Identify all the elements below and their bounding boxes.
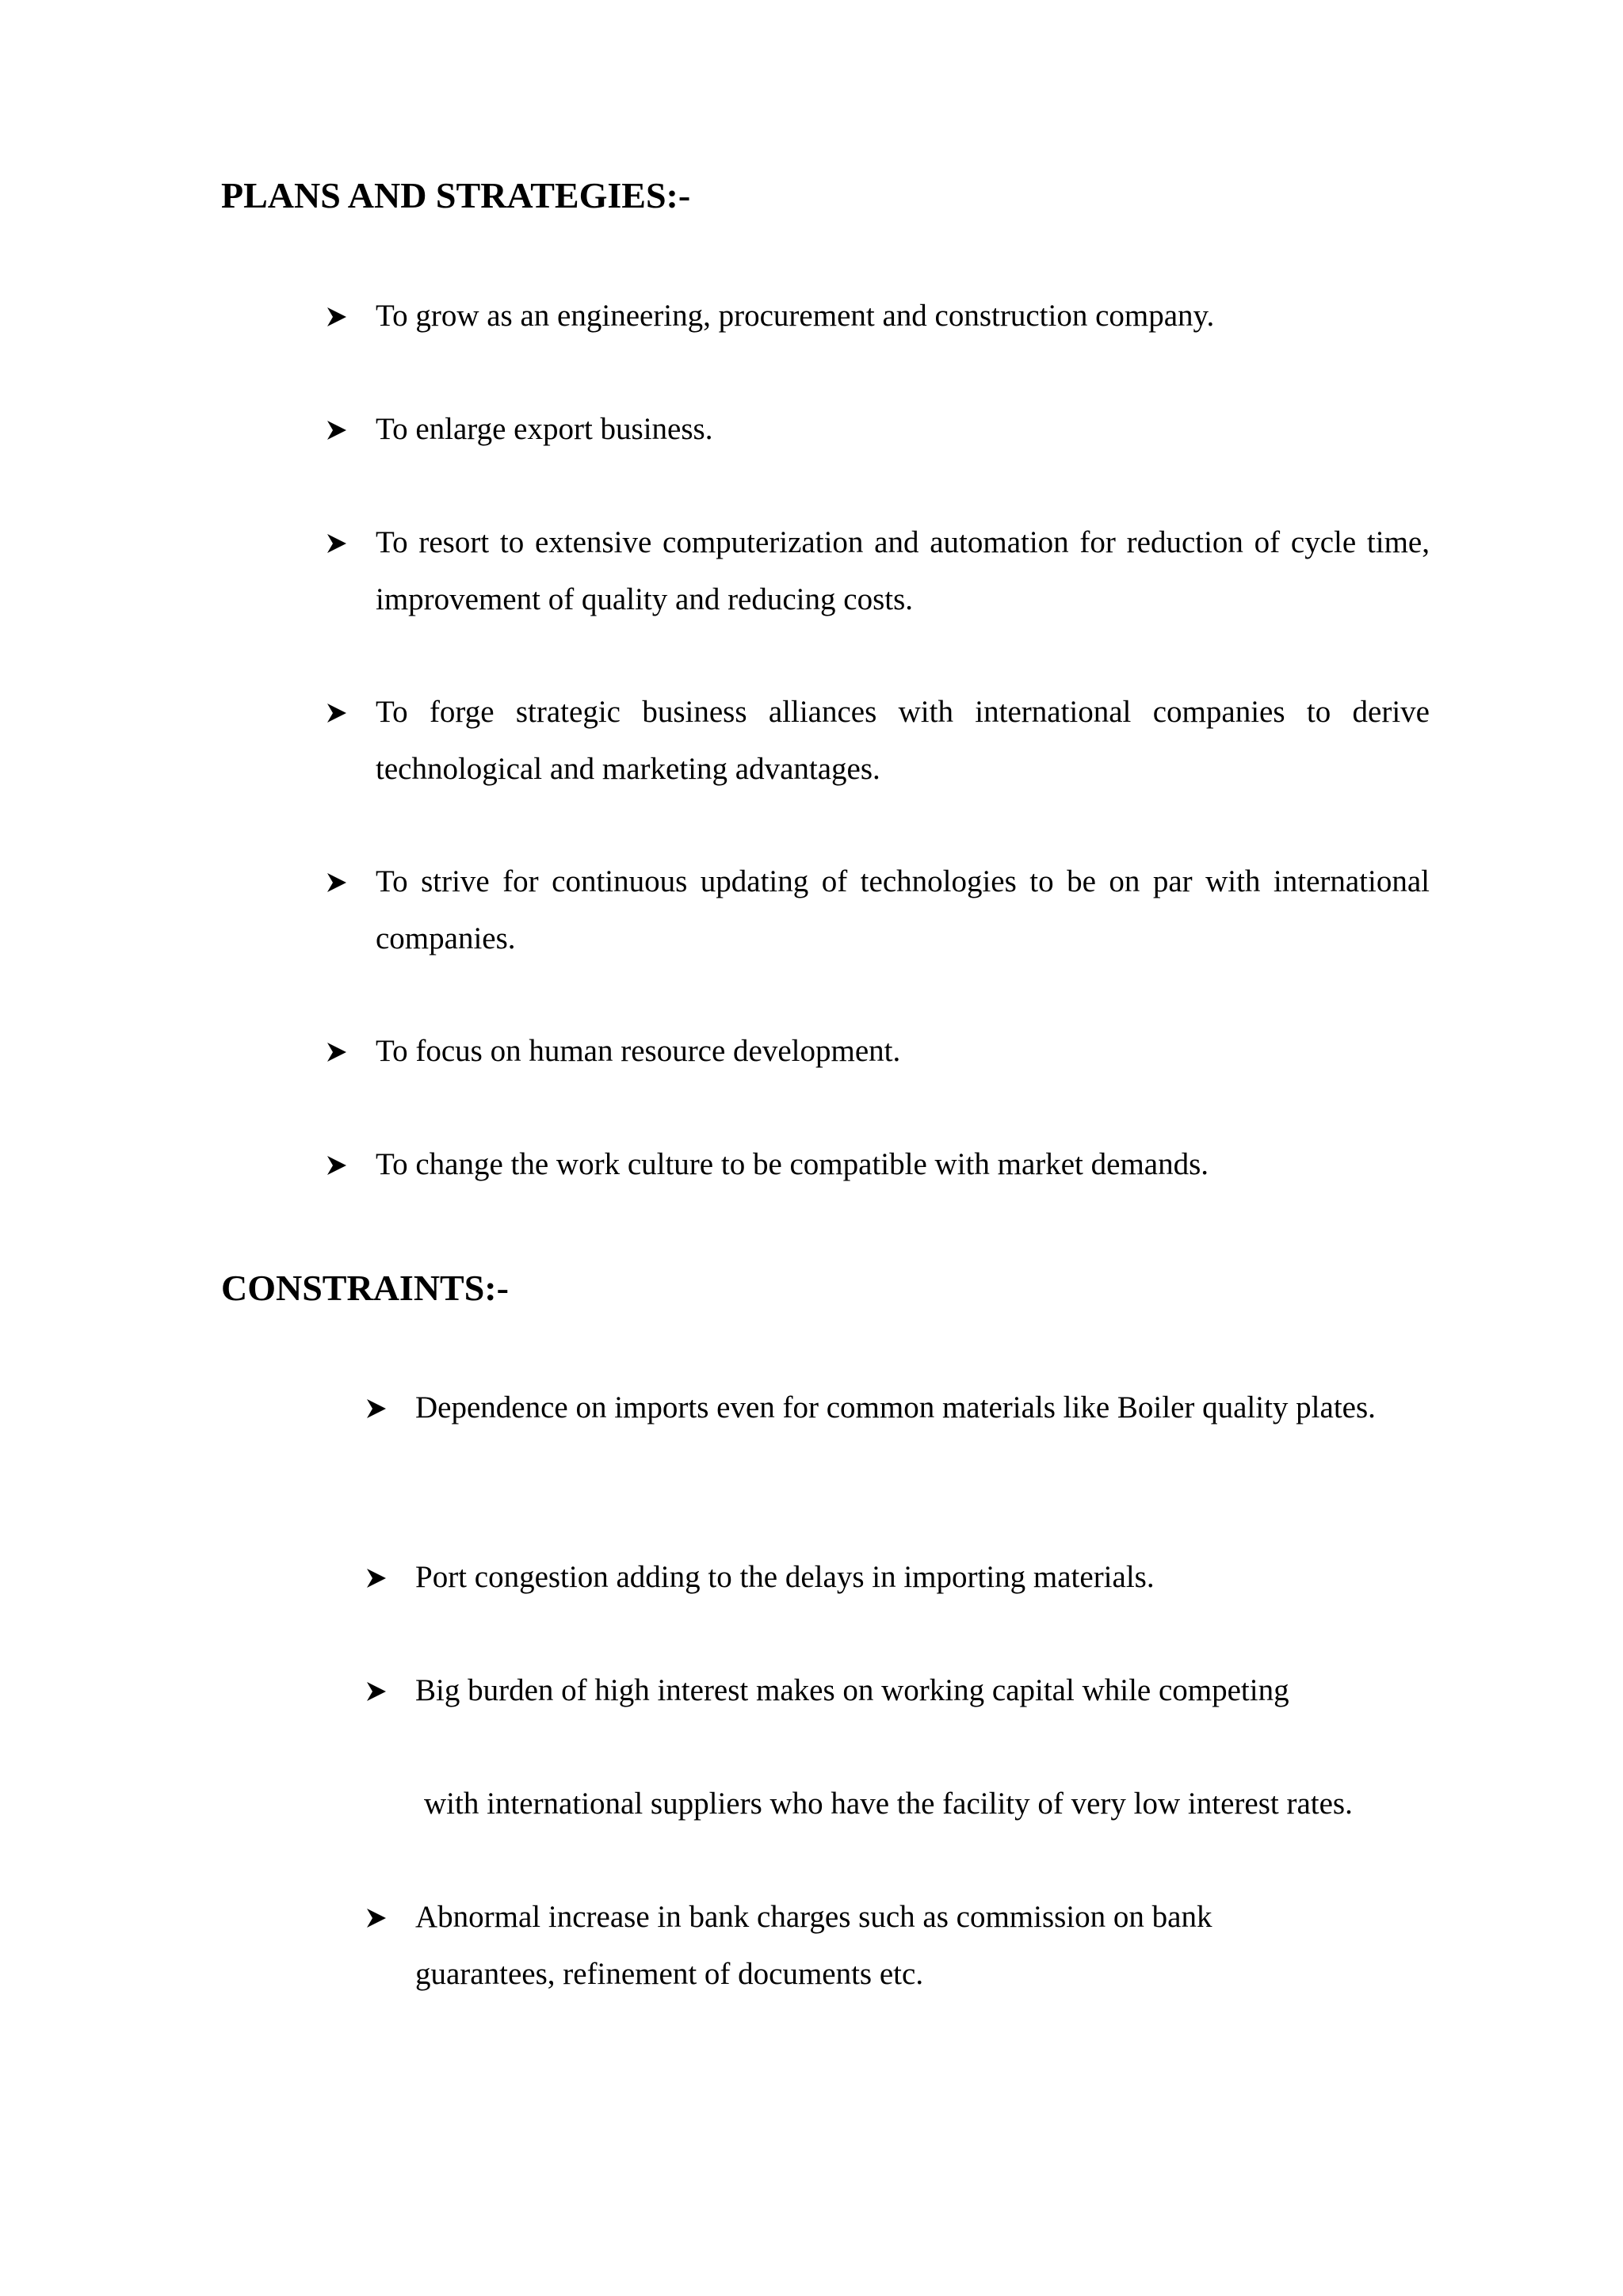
plans-list-item — [327, 684, 1430, 798]
constraints-list-item — [366, 1889, 1277, 2003]
arrowhead-bullet-icon — [366, 1889, 398, 1946]
arrowhead-bullet-icon — [327, 853, 358, 910]
constraints-item-text: Port congestion adding to the delays in importing materials. — [415, 1560, 1155, 1594]
constraints-item-text: Abnormal increase in bank charges such as commission on bank guarantees, refinement of documents etc. — [415, 1900, 1212, 1991]
plans-heading: PLANS AND STRATEGIES:- — [221, 175, 691, 215]
constraints-list-item — [366, 1379, 1430, 1436]
plans-item-text: To change the work culture to be compatible with market demands. — [376, 1147, 1209, 1181]
constraints-list-item — [366, 1549, 1430, 1606]
constraints-item-text: Dependence on imports even for common materials like Boiler quality plates. — [415, 1390, 1376, 1425]
arrowhead-bullet-icon — [327, 401, 358, 458]
plans-item-text: To forge strategic business alliances with international companies to derive technological and marketing advantages. — [376, 695, 1430, 786]
arrowhead-bullet-icon — [327, 1023, 358, 1080]
plans-item-text: To grow as an engineering, procurement and construction company. — [376, 299, 1215, 333]
arrowhead-bullet-icon — [327, 684, 358, 741]
plans-list-item — [327, 288, 1430, 345]
arrowhead-bullet-icon — [327, 1136, 358, 1193]
plans-list-item — [327, 1136, 1430, 1193]
arrowhead-bullet-icon — [366, 1549, 398, 1606]
constraints-continuation-text: with international suppliers who have the facility of very low interest rates. — [424, 1787, 1353, 1821]
arrowhead-bullet-icon — [327, 514, 358, 571]
arrowhead-bullet-icon — [366, 1379, 398, 1436]
constraints-item-text: Big burden of high interest makes on working capital while competing — [415, 1673, 1289, 1707]
plans-item-text: To strive for continuous updating of technologies to be on par with international companies. — [376, 864, 1430, 955]
plans-list-item — [327, 853, 1430, 967]
plans-list-item — [327, 401, 1430, 458]
plans-item-text: To resort to extensive computerization and automation for reduction of cycle time, improvement of quality and reducing costs. — [376, 525, 1430, 616]
plans-list-item — [327, 1023, 1430, 1080]
arrowhead-bullet-icon — [327, 288, 358, 345]
plans-list-item — [327, 514, 1430, 628]
plans-item-text: To focus on human resource development. — [376, 1034, 901, 1068]
constraints-heading: CONSTRAINTS:- — [221, 1268, 509, 1308]
constraints-list-item — [366, 1662, 1430, 1719]
plans-item-text: To enlarge export business. — [376, 412, 713, 446]
arrowhead-bullet-icon — [366, 1662, 398, 1719]
